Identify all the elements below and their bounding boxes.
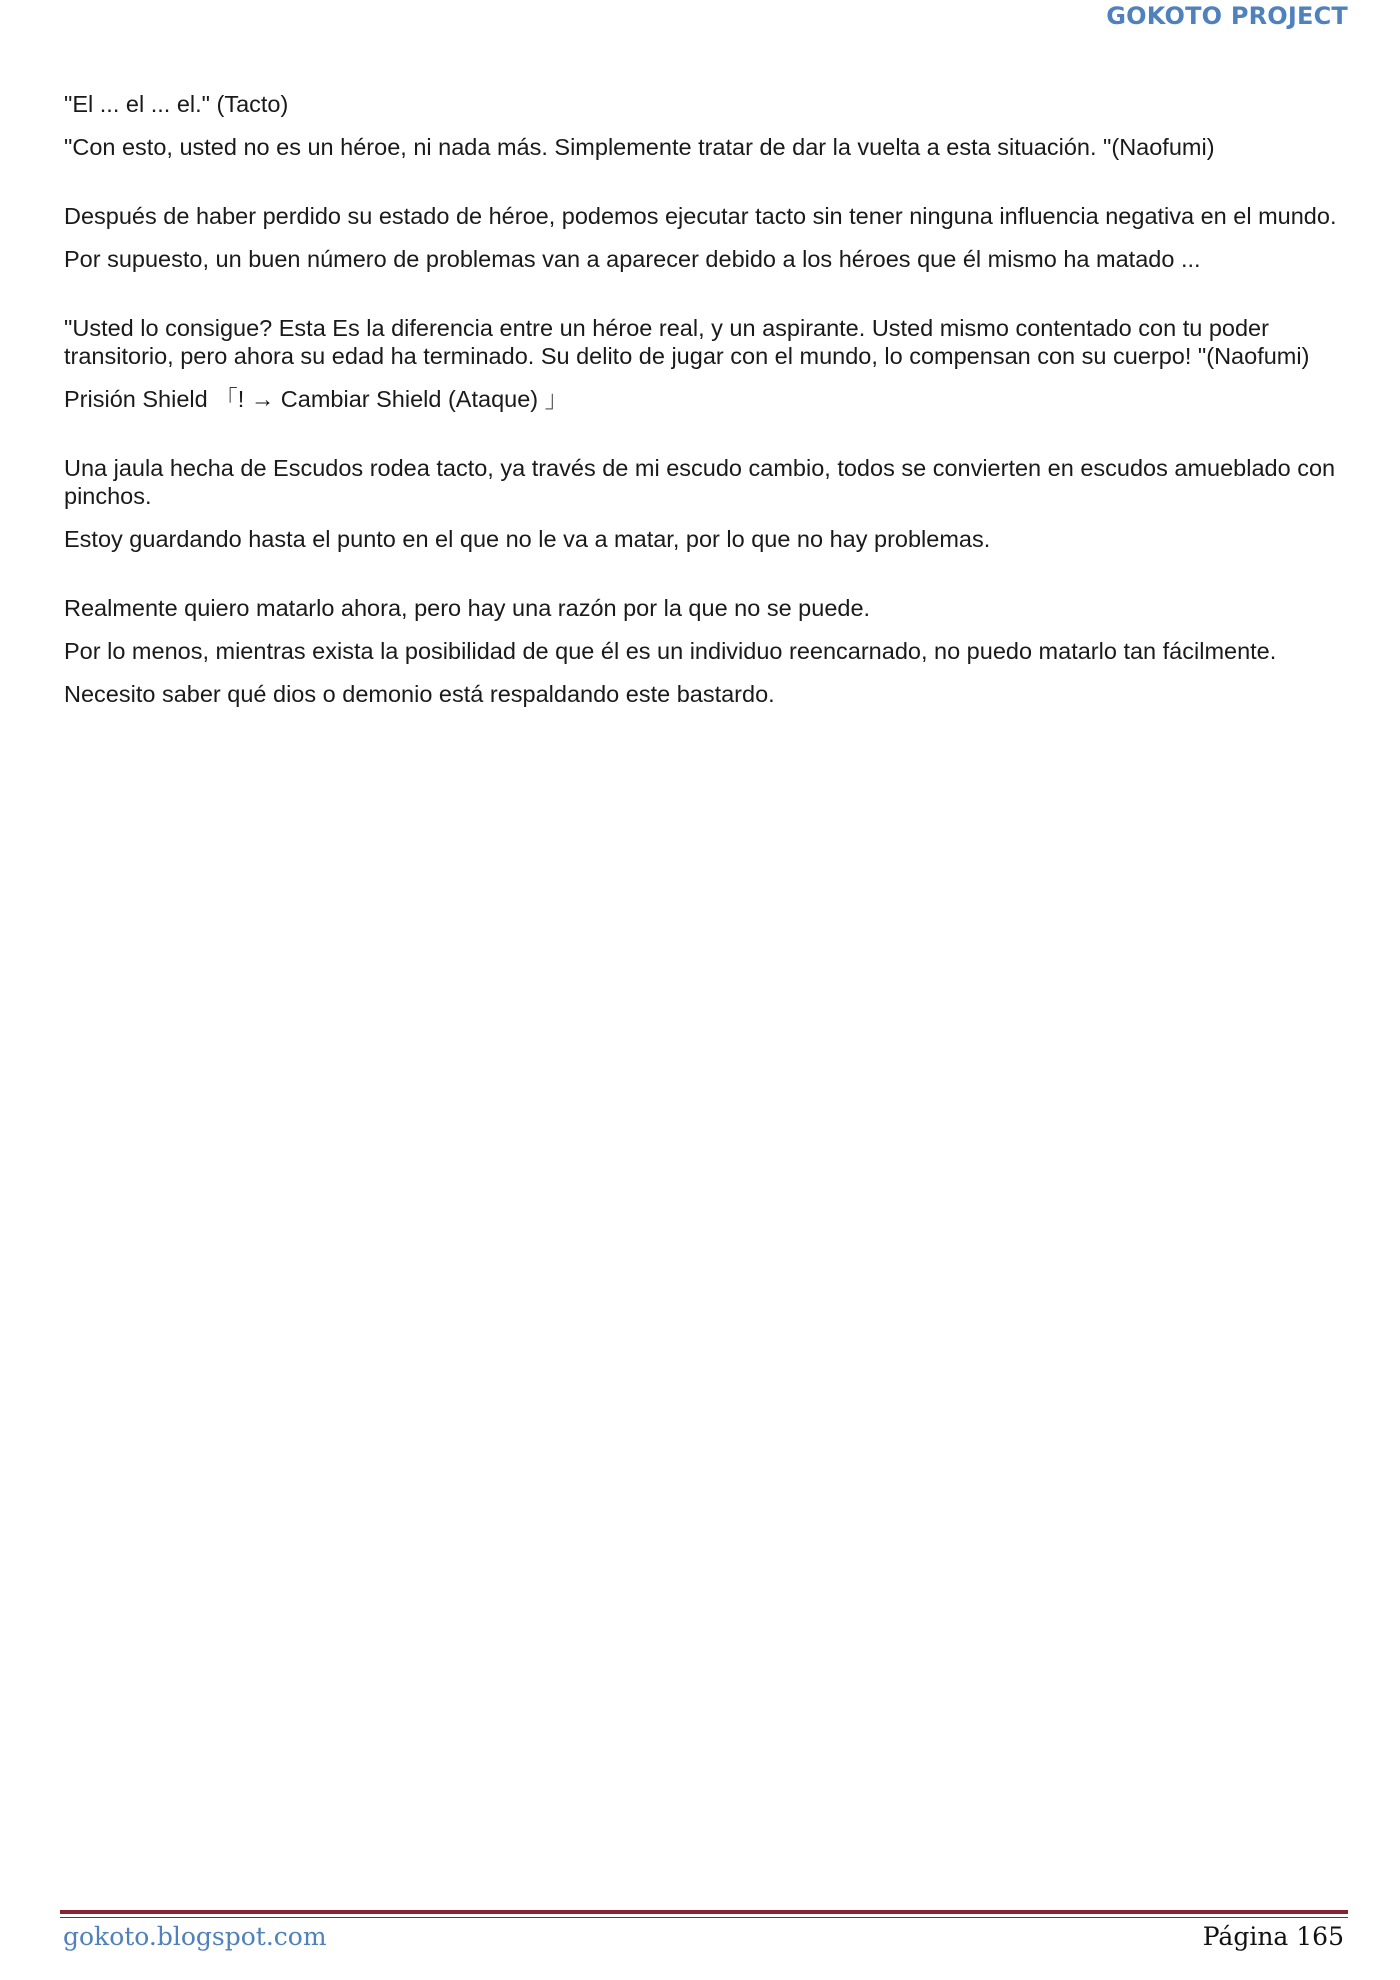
paragraph-9: Realmente quiero matarlo ahora, pero hay una razón por la que no se puede. [64,595,871,621]
paragraph-7: Una jaula hecha de Escudos rodea tacto, ya través de mi escudo cambio, todos se convierten en escudos amueblado con pinchos. [64,455,1336,509]
header-brand: GOKOTO PROJECT [1106,2,1348,30]
paragraph-4: Por supuesto, un buen número de problemas van a aparecer debido a los héroes que él mismo ha matado ... [64,246,1201,272]
page-number: Página 165 [1202,1922,1344,1951]
paragraph-2: "Con esto, usted no es un héroe, ni nada más. Simplemente tratar de dar la vuelta a esta situación. "(Naofumi) [64,134,1215,160]
paragraph-5: "Usted lo consigue? Esta Es la diferencia entre un héroe real, y un aspirante. Usted mismo contentado con tu poder transitorio, pero ahora su edad ha terminado. Su delito de jugar con el mundo, lo compensan con su cuerpo! "(Naofumi) [64,315,1310,369]
footer-blog-link[interactable]: gokoto.blogspot.com [63,1922,327,1951]
paragraph-11: Necesito saber qué dios o demonio está respaldando este bastardo. [64,681,775,707]
paragraph-3: Después de haber perdido su estado de héroe, podemos ejecutar tacto sin tener ninguna influencia negativa en el mundo. [64,203,1337,229]
document-body [64,90,1344,723]
footer-divider-thin [60,1917,1348,1918]
paragraph-10: Por lo menos, mientras exista la posibilidad de que él es un individuo reencarnado, no puedo matarlo tan fácilmente. [64,638,1277,664]
paragraph-8: Estoy guardando hasta el punto en el que no le va a matar, por lo que no hay problemas. [64,526,991,552]
paragraph-1: "El ... el ... el." (Tacto) [64,91,289,117]
footer-divider-thick [60,1910,1348,1914]
paragraph-6: Prisión Shield 「! → Cambiar Shield (Ataque) 」 [64,386,569,412]
